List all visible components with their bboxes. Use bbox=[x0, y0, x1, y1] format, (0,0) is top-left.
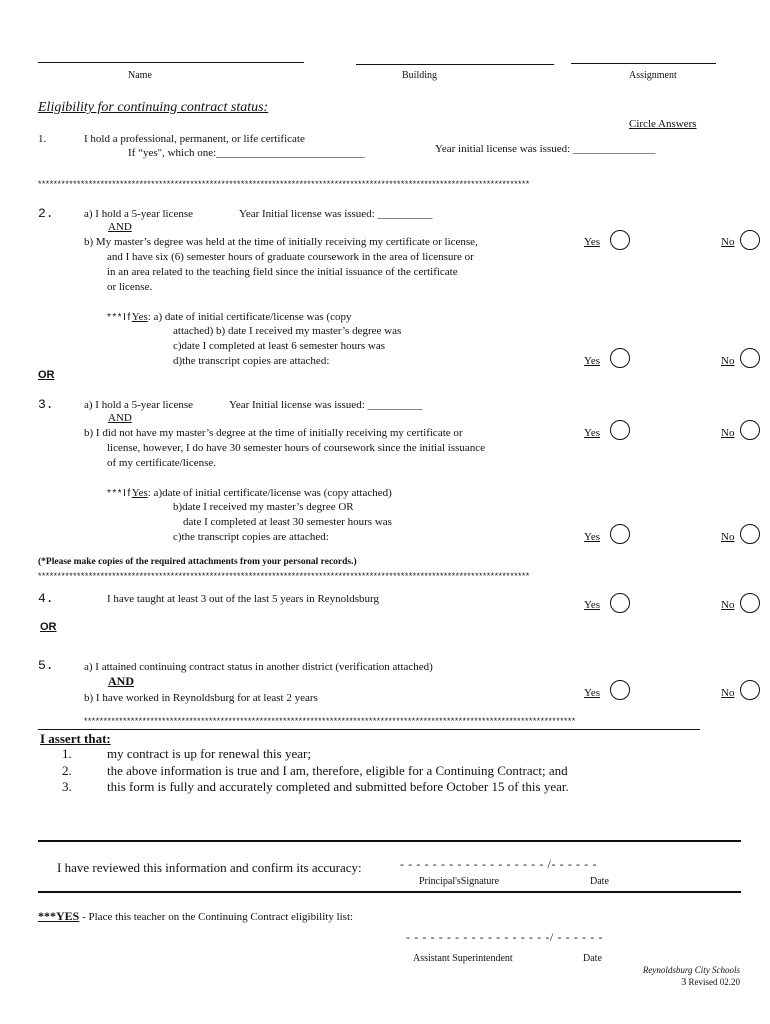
attachments-note: (*Please make copies of the required attachments from your personal records.) bbox=[38, 557, 357, 567]
q2-ifyes-line-3: c)date I completed at least 6 semester hours was bbox=[173, 340, 385, 352]
review-top-rule bbox=[38, 840, 741, 842]
assert-item-2-text: the above information is true and I am, therefore, eligible for a Continuing Contract; and bbox=[107, 763, 568, 778]
q2-number: 2. bbox=[38, 206, 54, 221]
q3-ifyes-line-1: : a)date of initial certificate/license was (copy attached) bbox=[147, 487, 392, 499]
q5-yes-label: Yes bbox=[584, 687, 601, 699]
or-separator-1: OR bbox=[38, 369, 55, 381]
q4-no-circle[interactable] bbox=[740, 593, 760, 613]
circle-answers-label: Circle Answers bbox=[629, 118, 697, 130]
assignment-label: Assignment bbox=[629, 70, 677, 81]
q5-underline bbox=[38, 729, 700, 730]
q2-year-issued[interactable]: Year Initial license was issued: __________ bbox=[239, 208, 433, 220]
q1-which-one[interactable]: If “yes", which one:___________________________ bbox=[128, 147, 365, 159]
q2-b-line-3: in an area related to the teaching field since the initial issuance of the certificate bbox=[107, 266, 458, 278]
q2-and: AND bbox=[108, 221, 132, 233]
yes-list-text: - Place this teacher on the Continuing Contract eligibility list: bbox=[79, 911, 354, 923]
q3-ifyes bbox=[107, 487, 392, 499]
q3-and: AND bbox=[108, 412, 132, 424]
yes-list-instruction bbox=[38, 909, 353, 924]
q4-number: 4. bbox=[38, 591, 54, 606]
or-separator-2: OR bbox=[40, 621, 57, 633]
divider-stars: ****************************************************************************************************************************** bbox=[38, 179, 530, 189]
q2-b-line-2: and I have six (6) semester hours of graduate coursework in the area of licensure or bbox=[107, 251, 474, 263]
assert-item-2-num: 2. bbox=[62, 763, 72, 778]
q2a-no-label: No bbox=[721, 236, 735, 248]
assert-item-3-num: 3. bbox=[62, 779, 72, 794]
principal-signature-label: Principal'sSignature bbox=[419, 876, 500, 887]
q3-ifyes-line-2: b)date I received my master’s degree OR bbox=[173, 501, 354, 513]
asst-supt-date-label: Date bbox=[583, 953, 602, 964]
q2-ifyes-line-1: : a) date of initial certificate/license was (copy bbox=[147, 311, 352, 323]
q3b-no-label: No bbox=[721, 531, 735, 543]
assert-item-3-text: this form is fully and accurately completed and submitted before October 15 of this year. bbox=[107, 779, 569, 794]
q3-ifyes-line-3: date I completed at least 30 semester hours was bbox=[183, 516, 392, 528]
q1-year-issued[interactable]: Year initial license was issued: _______________ bbox=[435, 143, 656, 155]
q2-ifyes bbox=[107, 311, 351, 323]
q3a-yes-circle[interactable] bbox=[610, 420, 630, 440]
q3b-yes-circle[interactable] bbox=[610, 524, 630, 544]
q3a-no-label: No bbox=[721, 427, 735, 439]
q3-b-line-1: b) I did not have my master’s degree at the time of initially receiving my certificate or bbox=[84, 427, 463, 439]
q2b-yes-circle[interactable] bbox=[610, 348, 630, 368]
asst-supt-signature-line[interactable]: - - - - - - - - - - - - - - - - - -/ - - - - - - bbox=[406, 930, 604, 944]
assert-item-1-num: 1. bbox=[62, 746, 72, 761]
assert-item-1-text: my contract is up for renewal this year; bbox=[107, 746, 311, 761]
q3a-yes-label: Yes bbox=[584, 427, 601, 439]
principal-date-label: Date bbox=[590, 876, 609, 887]
q4-yes-circle[interactable] bbox=[610, 593, 630, 613]
q4-no-label: No bbox=[721, 599, 735, 611]
q2a-yes-label: Yes bbox=[584, 236, 601, 248]
q2a-no-circle[interactable] bbox=[740, 230, 760, 250]
q2-ifyes-prefix: ***If bbox=[107, 312, 132, 323]
footer-revised: Revised 02.20 bbox=[686, 977, 740, 987]
q4-text: I have taught at least 3 out of the last 5 years in Reynoldsburg bbox=[107, 593, 379, 605]
footer-school-name: Reynoldsburg City Schools bbox=[642, 965, 740, 975]
yes-list-strong: ***YES bbox=[38, 909, 80, 923]
review-bottom-rule bbox=[38, 891, 741, 893]
assignment-line[interactable] bbox=[571, 63, 716, 64]
name-line[interactable] bbox=[38, 62, 304, 63]
q2-b-line-4: or license. bbox=[107, 281, 153, 293]
q2a-yes-circle[interactable] bbox=[610, 230, 630, 250]
q3b-yes-label: Yes bbox=[584, 531, 601, 543]
q3-ifyes-prefix: ***If bbox=[107, 488, 132, 499]
q5-yes-circle[interactable] bbox=[610, 680, 630, 700]
q2b-no-label: No bbox=[721, 355, 735, 367]
q3-b-line-2: license, however, I do have 30 semester hours of coursework since the initial issuance bbox=[107, 442, 486, 454]
q2-ifyes-word: Yes bbox=[131, 311, 148, 323]
divider-stars-3: ****************************************************************************************************************************** bbox=[84, 716, 576, 726]
footer-page-number: 3 bbox=[681, 977, 687, 988]
q5-and: AND bbox=[108, 674, 134, 688]
q5-no-label: No bbox=[721, 687, 735, 699]
q2b-yes-label: Yes bbox=[584, 355, 601, 367]
q3-ifyes-word: Yes bbox=[131, 487, 148, 499]
assert-title: I assert that: bbox=[40, 731, 111, 746]
q2b-no-circle[interactable] bbox=[740, 348, 760, 368]
q3-a-text: a) I hold a 5-year license bbox=[84, 399, 194, 411]
q3-year-issued[interactable]: Year Initial license was issued: __________ bbox=[229, 399, 423, 411]
q2-ifyes-line-2: attached) b) date I received my master’s degree was bbox=[173, 325, 402, 337]
name-label: Name bbox=[128, 70, 152, 81]
q5-no-circle[interactable] bbox=[740, 680, 760, 700]
q1-text: I hold a professional, permanent, or life certificate bbox=[84, 133, 305, 145]
q1-number: 1. bbox=[38, 133, 47, 145]
q2-a-text: a) I hold a 5-year license bbox=[84, 208, 194, 220]
q4-yes-label: Yes bbox=[584, 599, 601, 611]
q3-b-line-3: of my certificate/license. bbox=[107, 457, 217, 469]
q5-number: 5. bbox=[38, 658, 54, 673]
building-label: Building bbox=[402, 70, 438, 81]
q5-b-text: b) I have worked in Reynoldsburg for at least 2 years bbox=[84, 692, 318, 704]
footer-revision bbox=[681, 977, 740, 988]
review-statement: I have reviewed this information and confirm its accuracy: bbox=[57, 860, 362, 875]
page-title: Eligibility for continuing contract status: bbox=[38, 100, 269, 115]
asst-supt-signature-label: Assistant Superintendent bbox=[413, 953, 513, 964]
q2-ifyes-line-4: d)the transcript copies are attached: bbox=[173, 355, 330, 367]
q2-b-line-1: b) My master’s degree was held at the time of initially receiving my certificate or license, bbox=[84, 236, 478, 248]
principal-signature-line[interactable]: - - - - - - - - - - - - - - - - - - /- - - - - - bbox=[400, 857, 598, 871]
q3a-no-circle[interactable] bbox=[740, 420, 760, 440]
building-line[interactable] bbox=[356, 64, 554, 65]
q5-a-text: a) I attained continuing contract status in another district (verification attached) bbox=[84, 661, 433, 673]
q3-ifyes-line-4: c)the transcript copies are attached: bbox=[173, 531, 329, 543]
divider-stars-2: ****************************************************************************************************************************** bbox=[38, 571, 530, 581]
q3-number: 3. bbox=[38, 397, 54, 412]
q3b-no-circle[interactable] bbox=[740, 524, 760, 544]
